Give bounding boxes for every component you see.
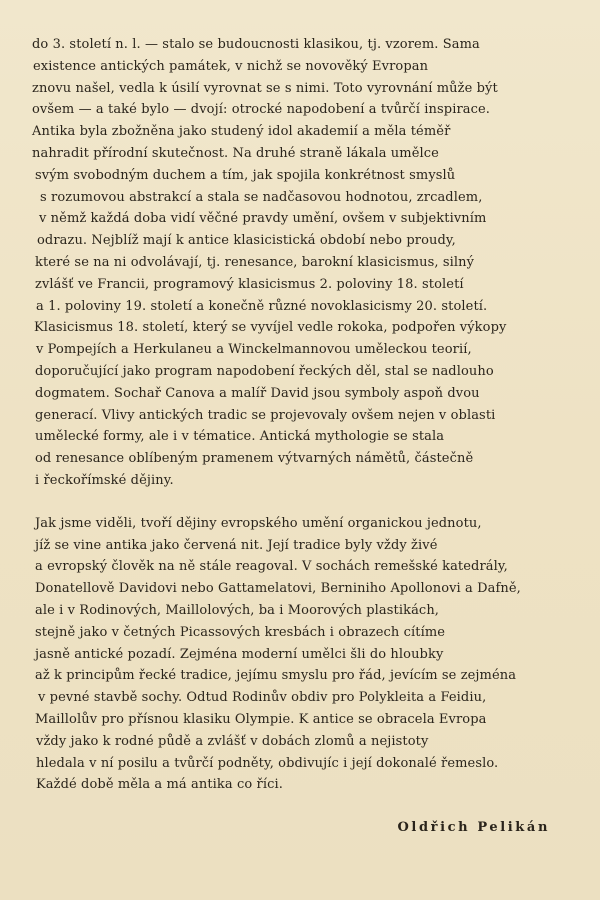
text-line: svým svobodným duchem a tím, jak spojila konkrétnost smyslů — [35, 167, 456, 183]
text-line: ale i v Rodinových, Maillolových, ba i Moorových plastikách, — [35, 602, 440, 618]
paragraph-2 — [32, 513, 572, 796]
text-line: odrazu. Nejblíž mají k antice klasicistická období nebo proudy, — [37, 233, 456, 249]
text-line: do 3. století n. l. — stalo se budoucnosti klasikou, tj. vzorem. Sama — [32, 37, 480, 52]
text-line: v pevné stavbě sochy. Odtud Rodinův obdiv pro Polykleita a Feidiu, — [38, 690, 487, 706]
text-line: stejně jako v četných Picassových kresbách i obrazech cítíme — [35, 624, 446, 640]
text-line: zvlášť ve Francii, programový klasicismus 2. poloviny 18. století — [35, 276, 464, 292]
text-line: Jak jsme viděli, tvoří dějiny evropského umění organickou jednotu, — [35, 515, 482, 531]
text-line: a 1. poloviny 19. století a konečně různé novoklasicismy 20. století. — [36, 298, 488, 314]
text-line: vždy jako k rodné půdě a zvlášť v dobách zlomů a nejistoty — [36, 733, 429, 749]
text-line: v němž každá doba vidí věčné pravdy umění, ovšem v subjektivním — [39, 211, 487, 227]
text-line: umělecké formy, ale i v tématice. Antická mythologie se stala — [35, 429, 445, 445]
text-line: a evropský člověk na ně stále reagoval. V sochách remešské katedrály, — [35, 559, 508, 575]
text-line: jasně antické pozadí. Zejména moderní umělci šli do hloubky — [35, 646, 444, 662]
text-line: v Pompejích a Herkulaneu a Winckelmannovou uměleckou teorií, — [36, 342, 472, 358]
author-signature: Oldřich Pelikán — [397, 820, 550, 835]
text-line: dogmatem. Sochař Canova a malíř David jsou symboly aspoň dvou — [35, 385, 480, 401]
body-text — [32, 34, 572, 796]
text-line: nahradit přírodní skutečnost. Na druhé straně lákala umělce — [32, 145, 439, 161]
text-line: až k principům řecké tradice, jejímu smyslu pro řád, jevícím se zejména — [35, 668, 517, 684]
text-line: jíž se vine antika jako červená nit. Její tradice byly vždy živé — [35, 537, 438, 553]
text-line: hledala v ní posilu a tvůrčí podněty, obdivujíc i její dokonalé řemeslo. — [36, 755, 499, 771]
text-line: Maillolův pro přísnou klasiku Olympie. K antice se obracela Evropa — [35, 711, 487, 727]
text-line: ovšem — a také bylo — dvojí: otrocké napodobení a tvůrčí inspirace. — [32, 102, 491, 118]
text-line: které se na ni odvolávají, tj. renesance, barokní klasicismus, silný — [35, 254, 475, 270]
text-line: Každé době měla a má antika co říci. — [36, 777, 283, 793]
text-line: i řeckořímské dějiny. — [35, 472, 174, 488]
text-line: Donatellově Davidovi nebo Gattamelatovi, Berniniho Apollonovi a Dafně, — [35, 581, 521, 597]
text-line: Antika byla zbožněna jako studený idol akademií a měla téměř — [32, 124, 451, 140]
text-line: Klasicismus 18. století, který se vyvíjel vedle rokoka, podpořen výkopy — [34, 320, 507, 336]
paragraph-1 — [32, 34, 572, 492]
text-line: existence antických památek, v nichž se novověký Evropan — [33, 58, 429, 74]
text-line: od renesance oblíbeným pramenem výtvarných námětů, částečně — [35, 451, 474, 467]
text-line: znovu našel, vedla k úsilí vyrovnat se s nimi. Toto vyrovnání může být — [32, 80, 498, 96]
text-line: s rozumovou abstrakcí a stala se nadčasovou hodnotou, zrcadlem, — [40, 189, 483, 205]
text-line: generací. Vlivy antických tradic se projevovaly ovšem nejen v oblasti — [35, 407, 496, 423]
text-line: doporučující jako program napodobení řeckých děl, stal se nadlouho — [35, 363, 494, 379]
